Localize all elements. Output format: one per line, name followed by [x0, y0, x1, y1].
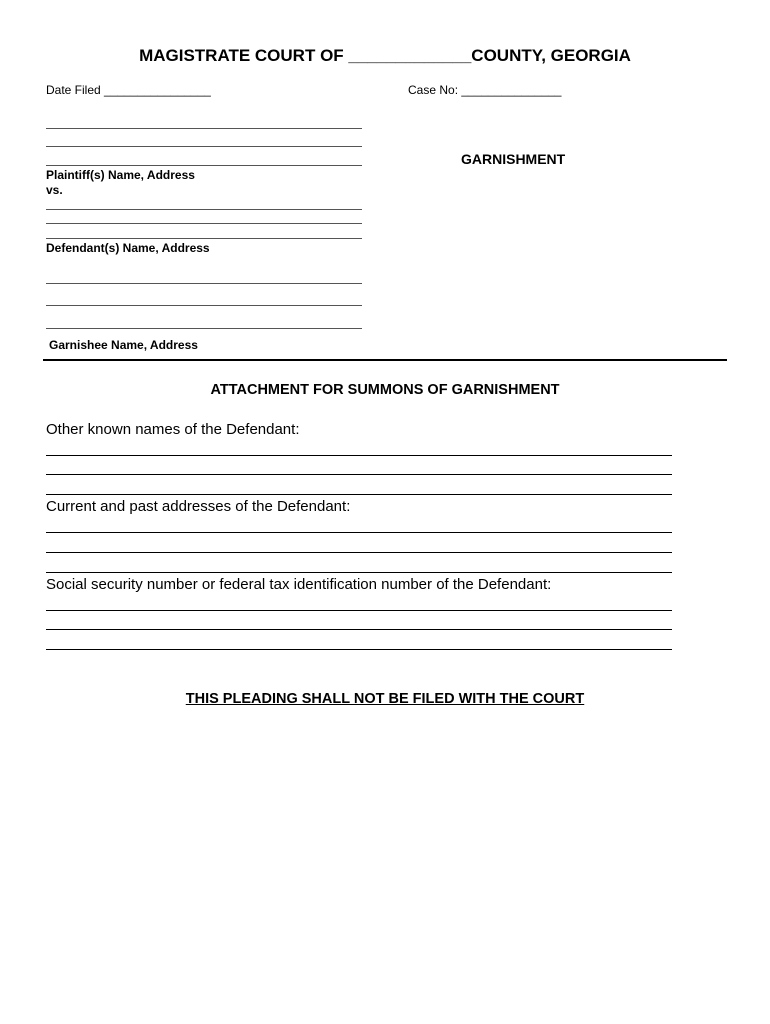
- defendant-line-1[interactable]: [46, 209, 362, 210]
- garnishee-line-2[interactable]: [46, 305, 362, 306]
- ssn-label: Social security number or federal tax identification number of the Defendant:: [46, 576, 552, 593]
- addresses-line-2[interactable]: [46, 552, 672, 553]
- other-names-line-3[interactable]: [46, 494, 672, 495]
- defendant-line-3[interactable]: [46, 238, 362, 239]
- versus-label: vs.: [46, 183, 63, 197]
- ssn-line-1[interactable]: [46, 610, 672, 611]
- page-title: MAGISTRATE COURT OF _____________COUNTY, GEORGIA: [139, 46, 631, 65]
- defendant-line-2[interactable]: [46, 223, 362, 224]
- plaintiff-line-3[interactable]: [46, 165, 362, 166]
- addresses-line-3[interactable]: [46, 572, 672, 573]
- plaintiff-line-1[interactable]: [46, 128, 362, 129]
- case-type-label: GARNISHMENT: [461, 151, 566, 167]
- ssn-line-2[interactable]: [46, 629, 672, 630]
- other-names-line-1[interactable]: [46, 455, 672, 456]
- garnishee-label: Garnishee Name, Address: [49, 338, 198, 352]
- addresses-label: Current and past addresses of the Defendant:: [46, 498, 351, 515]
- addresses-line-1[interactable]: [46, 532, 672, 533]
- attachment-heading: ATTACHMENT FOR SUMMONS OF GARNISHMENT: [210, 382, 560, 398]
- case-number-label: Case No: _______________: [408, 83, 562, 97]
- other-names-label: Other known names of the Defendant:: [46, 421, 300, 438]
- defendant-label: Defendant(s) Name, Address: [46, 241, 210, 255]
- date-filed-label: Date Filed ________________: [46, 83, 211, 97]
- garnishee-line-1[interactable]: [46, 283, 362, 284]
- ssn-line-3[interactable]: [46, 649, 672, 650]
- garnishee-line-3[interactable]: [46, 328, 362, 329]
- plaintiff-line-2[interactable]: [46, 146, 362, 147]
- other-names-line-2[interactable]: [46, 474, 672, 475]
- plaintiff-label: Plaintiff(s) Name, Address: [46, 168, 195, 182]
- section-divider: [43, 359, 727, 361]
- filing-notice: THIS PLEADING SHALL NOT BE FILED WITH THE COURT: [185, 691, 585, 707]
